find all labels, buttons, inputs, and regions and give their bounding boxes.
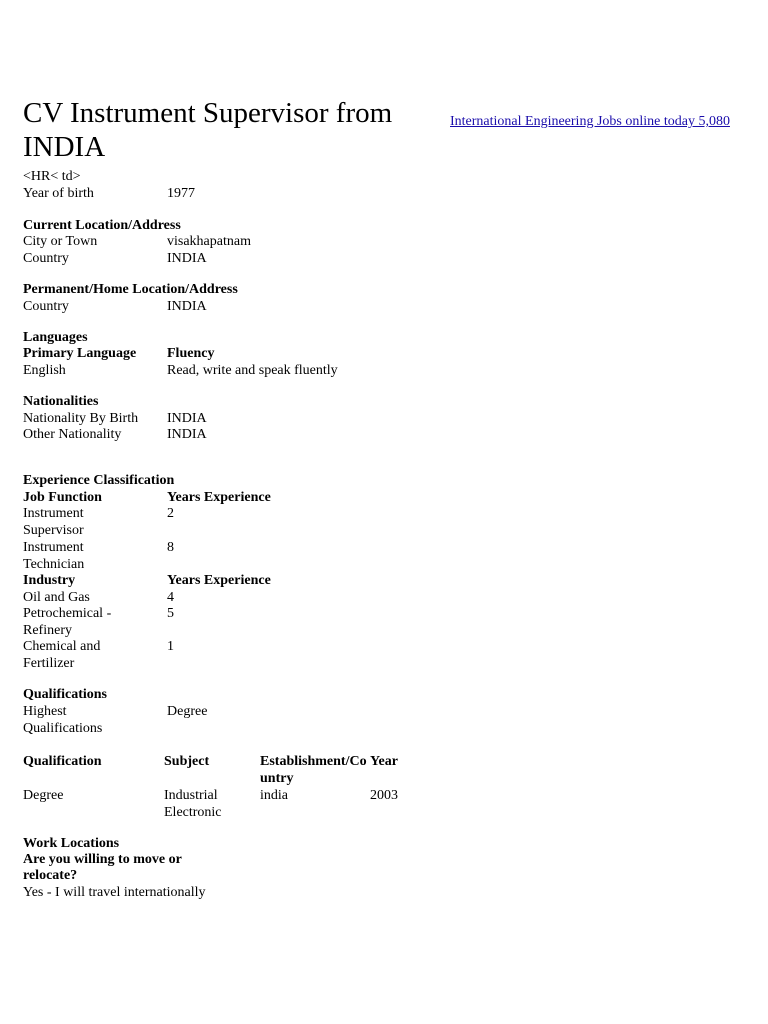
- experience-heading: Experience Classification: [23, 473, 175, 488]
- job-years: 2: [167, 506, 174, 521]
- qualification-header: Qualification: [23, 754, 102, 769]
- current-country-label: Country: [23, 251, 69, 266]
- year-of-birth-value: 1977: [167, 186, 195, 201]
- primary-language-header: Primary Language: [23, 346, 137, 361]
- industry-years: 5: [167, 606, 174, 621]
- subject-cell: Industrial Electronic: [164, 788, 222, 820]
- qualifications-heading: Qualifications: [23, 687, 108, 702]
- current-location-heading: Current Location/Address: [23, 218, 181, 233]
- establishment-header: Establishment/Country: [260, 754, 367, 786]
- city-value: visakhapatnam: [167, 234, 251, 249]
- job-years: 8: [167, 540, 174, 555]
- industry-header: Industry: [23, 573, 76, 588]
- industry-years: 1: [167, 639, 174, 654]
- relocate-question: Are you willing to move or relocate?: [23, 852, 182, 883]
- nationality-birth-label: Nationality By Birth: [23, 411, 139, 426]
- other-nationality-label: Other Nationality: [23, 427, 122, 442]
- qualification-cell: Degree: [23, 788, 64, 803]
- permanent-location-heading: Permanent/Home Location/Address: [23, 282, 238, 297]
- industry-years-header: Years Experience: [167, 573, 271, 588]
- industry-name: Petrochemical - Refinery: [23, 606, 112, 638]
- fluency-header: Fluency: [167, 346, 215, 361]
- year-of-birth-label: Year of birth: [23, 186, 94, 201]
- year-header: Year: [370, 754, 398, 769]
- industry-years: 4: [167, 590, 174, 605]
- permanent-country-value: INDIA: [167, 299, 207, 314]
- year-cell: 2003: [370, 788, 398, 803]
- language-value: English: [23, 363, 66, 378]
- page-title: CV Instrument Supervisor from INDIA: [23, 97, 393, 163]
- establishment-cell: india: [260, 788, 288, 803]
- highest-qualification-value: Degree: [167, 704, 208, 719]
- permanent-country-label: Country: [23, 299, 69, 314]
- nationality-birth-value: INDIA: [167, 411, 207, 426]
- job-function: Instrument Supervisor: [23, 506, 84, 538]
- current-country-value: INDIA: [167, 251, 207, 266]
- other-nationality-value: INDIA: [167, 427, 207, 442]
- nationalities-heading: Nationalities: [23, 394, 99, 409]
- job-years-header: Years Experience: [167, 490, 271, 505]
- work-locations-heading: Work Locations: [23, 836, 120, 851]
- job-function-header: Job Function: [23, 490, 102, 505]
- subject-header: Subject: [164, 754, 210, 769]
- stray-text: <HR< td>: [23, 169, 81, 184]
- languages-heading: Languages: [23, 330, 88, 345]
- fluency-value: Read, write and speak fluently: [167, 363, 338, 378]
- jobs-online-link[interactable]: International Engineering Jobs online today 5,080: [450, 114, 730, 129]
- industry-name: Chemical and Fertilizer: [23, 639, 101, 671]
- city-label: City or Town: [23, 234, 98, 249]
- highest-qualification-label: Highest Qualifications: [23, 704, 103, 736]
- relocate-answer: Yes - I will travel internationally: [23, 885, 206, 900]
- job-function: Instrument Technician: [23, 540, 85, 572]
- industry-name: Oil and Gas: [23, 590, 90, 605]
